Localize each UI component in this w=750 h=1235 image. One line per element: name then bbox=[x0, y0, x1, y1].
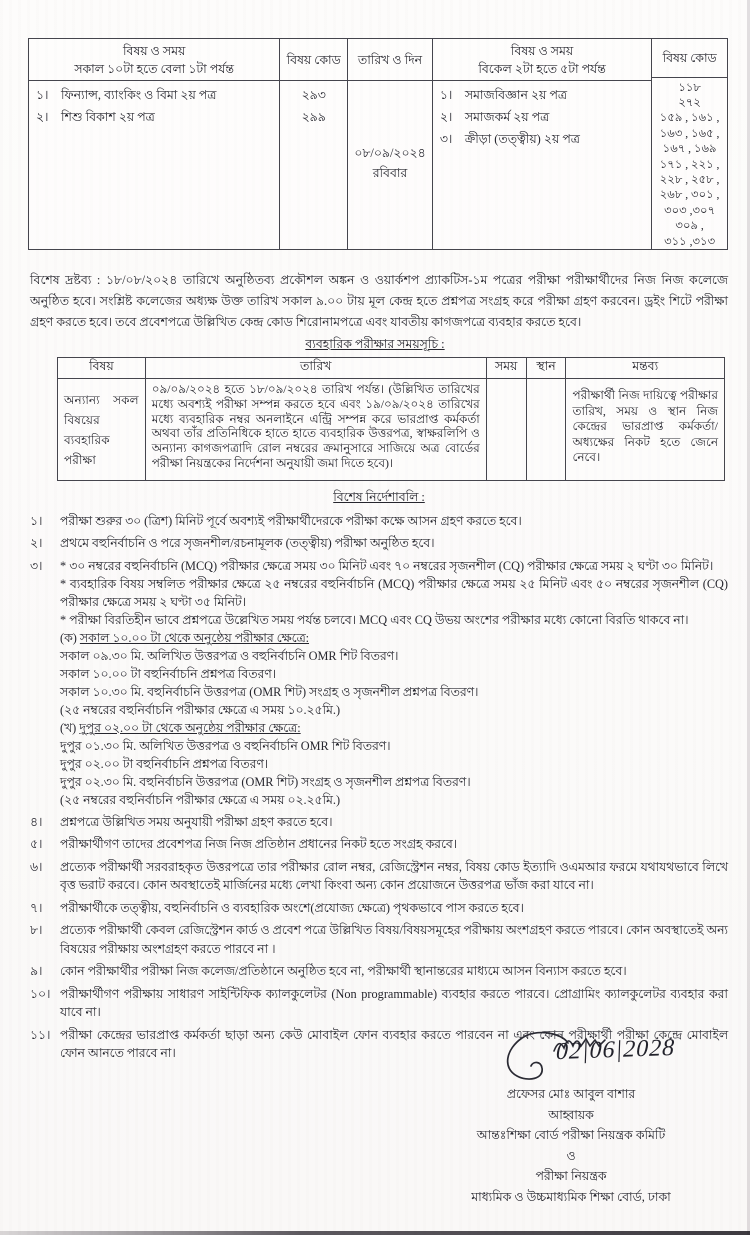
header-line: বিষয় কোড bbox=[662, 50, 717, 65]
morning-subject-rows bbox=[29, 81, 279, 249]
instruction-item bbox=[30, 512, 728, 531]
item-subline: দুপুর ০২.০০ টা বহুনির্বাচনি প্রশ্নপত্র বিতরণ। bbox=[60, 756, 269, 771]
practical-place-header: স্থান bbox=[527, 358, 566, 379]
subline-underlined: সকাল ১০.০০ টা থেকে অনুষ্ঠেয় পরীক্ষার ক্ষেত্রে: bbox=[79, 630, 310, 645]
practical-place-cell bbox=[527, 379, 566, 480]
row-serial: ১। bbox=[36, 88, 49, 102]
subline-prefix: (খ) bbox=[60, 720, 80, 735]
item-number: ১১। bbox=[30, 1027, 51, 1042]
table-row bbox=[433, 84, 651, 106]
morning-code-column bbox=[280, 39, 348, 249]
item-number: ২। bbox=[30, 536, 43, 550]
signatory-role-1: আহ্বায়ক bbox=[548, 1107, 594, 1122]
special-instructions-title bbox=[30, 488, 728, 507]
subject-code-header bbox=[280, 39, 347, 81]
table-row bbox=[29, 106, 279, 128]
morning-subject-header bbox=[29, 39, 279, 81]
instruction-item bbox=[30, 557, 728, 809]
item-text: প্রশ্নপত্রে উল্লিখিত সময় অনুযায়ী পরীক্ষা গ্রহণ করতে হবে। bbox=[60, 814, 333, 829]
table-row bbox=[433, 128, 651, 150]
item-text: কোন পরীক্ষার্থীর পরীক্ষা নিজ কলেজ/প্রতিষ্ঠানে অনুষ্ঠিত হবে না, পরীক্ষার্থী স্থানান্তরের মাধ্যমে আসন বিন্যাস করতে হবে। bbox=[60, 964, 627, 978]
item-subline: সকাল ১০.০০ টা বহুনির্বাচনি প্রশ্নপত্র বিতরণ। bbox=[60, 666, 277, 681]
row-serial: ১। bbox=[439, 88, 453, 102]
practical-date-cell-wrap bbox=[146, 379, 486, 480]
instruction-item bbox=[30, 858, 728, 895]
item-number: ৬। bbox=[30, 859, 43, 874]
subject-code: ৩০৩ ,৩০৭ bbox=[664, 203, 716, 217]
exam-date: ০৮/০৯/২০২৪ bbox=[354, 145, 426, 160]
subject-code: ২৯৩ bbox=[301, 88, 326, 102]
item-number: ১। bbox=[30, 513, 43, 528]
subject-name: সমাজবিজ্ঞান ২য় পত্র bbox=[464, 88, 567, 102]
signatory-role-2: পরীক্ষা নিয়ন্ত্রক bbox=[535, 1169, 607, 1183]
header-line: বিকেল ২টা হতে ৫টা পর্যন্ত bbox=[478, 61, 606, 76]
practical-subject-header: বিষয় bbox=[58, 358, 145, 379]
special-instructions-title-text: বিশেষ নির্দেশাবলি : bbox=[333, 490, 425, 504]
signature-area bbox=[410, 1030, 732, 1084]
subject-code: ১৬৭ , ১৬৯ bbox=[662, 142, 717, 156]
item-text: প্রথমে বহুনির্বাচনি ও পরে সৃজনশীল/রচনামূলক (তত্ত্বীয়) পরীক্ষা অনুষ্ঠিত হবে। bbox=[60, 536, 435, 550]
item-text: পরীক্ষার্থীগণ তাদের প্রবেশপত্র নিজ নিজ প্রতিষ্ঠান প্রধানের নিকট হতে সংগ্রহ করবে। bbox=[60, 837, 458, 851]
subject-code: ১১৮ bbox=[678, 80, 701, 94]
header-line: সকাল ১০টা হতে বেলা ১টা পর্যন্ত bbox=[74, 61, 234, 76]
practical-subject-cell-wrap bbox=[58, 379, 145, 480]
morning-code-cells bbox=[280, 81, 347, 249]
subject-code: ৩০৯ , bbox=[675, 219, 704, 233]
item-number: ৭। bbox=[30, 900, 43, 915]
item-text: পরীক্ষার্থীকে তত্ত্বীয়, বহুনির্বাচনি ও ব্যবহারিক অংশে(প্রযোজ্য ক্ষেত্রে) পৃথকভাবে পাস করতে হবে। bbox=[60, 900, 524, 915]
row-serial: ৩। bbox=[439, 132, 453, 146]
item-subline: (২৫ নম্বরের বহুনির্বাচনি পরীক্ষার ক্ষেত্রে এ সময় ০২.২৫মি.) bbox=[60, 792, 341, 807]
item-subline bbox=[60, 719, 728, 737]
subject-name: সমাজকর্ম ২য় পত্র bbox=[464, 110, 550, 124]
instruction-item bbox=[30, 899, 728, 918]
table-row bbox=[433, 106, 651, 128]
practical-schedule-title bbox=[0, 336, 750, 356]
subject-code-header bbox=[652, 39, 727, 78]
row-serial: ২। bbox=[439, 110, 453, 124]
practical-date-cell: ০৯/০৯/২০২৪ হতে ১৮/০৯/২০২৪ তারিখ পর্যন্ত। (উল্লিখিত তারিখের মধ্যে অবশ্যই পরীক্ষা সম্পন্ন করতে হবে এবং ১৯/০৯/২০২৪ তারিখের মধ্যে ব্যবহারিক নম্বর অনলাইনে এন্ট্রি সম্পন্ন করে ভারপ্রাপ্ত কর্মকর্তা অথবা তাঁর প্রতিনিধিকে হাতে হাতে ব্যবহারিক উত্তরপত্র, স্বাক্ষরলিপি ও অন্যান্য কাগজপত্রাদি রোল নম্বরের ক্রমানুসারে সাজিয়ে অত্র বোর্ডের পরীক্ষা নিয়ন্ত্রকের নির্দেশনা অনুযায়ী জমা দিতে হবে)। bbox=[151, 382, 480, 470]
signature-block bbox=[410, 1030, 732, 1207]
subject-name: শিশু বিকাশ ২য় পত্র bbox=[61, 110, 155, 124]
practical-date-header: তারিখ bbox=[146, 358, 486, 379]
exam-day: রবিবার bbox=[372, 165, 408, 180]
header-line: বিষয় ও সময় bbox=[123, 43, 186, 58]
subject-code: ৩১১ ,৩১৩ bbox=[664, 234, 716, 248]
signature-date-handwritten: 02|06|2028 bbox=[555, 1034, 676, 1066]
subject-code: ১৬৩ , ১৬৫ , bbox=[659, 126, 720, 140]
date-cell bbox=[348, 81, 432, 249]
subject-code: ২৬৮ , ৩০১ , bbox=[659, 188, 720, 202]
item-text: প্রত্যেক পরীক্ষার্থী কেবল রেজিস্ট্রেশন কার্ড ও প্রবেশ পত্রে উল্লিখিত বিষয়/বিষয়সমূহের পরীক্ষায় অংশগ্রহণ করতে পারবে। কোন অবস্থাতেই অন্য বিষয়ের পরীক্ষায় অংশগ্রহণ করতে পারবে না । bbox=[60, 923, 728, 956]
instruction-item bbox=[30, 813, 728, 832]
subline-underlined: দুপুর ০২.০০ টা থেকে অনুষ্ঠেয় পরীক্ষার ক্ষেত্রে: bbox=[79, 720, 301, 735]
subject-name: ক্রীড়া (তত্ত্বীয়) ২য় পত্র bbox=[464, 132, 580, 146]
header-line: বিষয় কোড bbox=[286, 52, 341, 67]
practical-schedule-title-text: ব্যবহারিক পরীক্ষার সময়সূচি : bbox=[305, 337, 445, 351]
signatory-name: প্রফেসর মোঃ আবুল বাশার bbox=[506, 1087, 636, 1101]
date-day-header bbox=[348, 39, 432, 81]
practical-date-column bbox=[146, 358, 487, 480]
date-column bbox=[348, 39, 433, 249]
subject-code: ১৭১ , ২২১ , bbox=[659, 157, 720, 171]
special-note-label: বিশেষ দ্রষ্টব্য : bbox=[30, 273, 101, 287]
special-note-text: ১৮/০৮/২০২৪ তারিখে অনুষ্ঠিতব্য প্রকৌশল অঙ্কন ও ওয়ার্কশপ প্র্যাকটিস-১ম পত্রের পরীক্ষা পরীক্ষার্থীদের নিজ নিজ কলেজে অনুষ্ঠিত হবে। সংশ্লিষ্ট কলেজের অধ্যক্ষ উক্ত তারিখ সকাল ৯.০০ টায় মূল কেন্দ্র হতে প্রশ্নপত্র সংগ্রহ করে পরীক্ষা গ্রহণ করবেন। ড্রইং শিটে পরীক্ষা গ্রহণ করতে হবে। তবে প্রবেশপত্রে উল্লিখিত কেন্দ্র কোড শিরোনামপত্রে এবং যাবতীয় কাগজপত্রে ব্যবহার করতে হবে। bbox=[30, 273, 728, 329]
item-text: পরীক্ষা শুরুর ৩০ (ত্রিশ) মিনিট পূর্বে অবশ্যই পরীক্ষার্থীদেরকে পরীক্ষা কক্ষে আসন গ্রহণ করতে হবে। bbox=[60, 513, 522, 528]
item-number: ৮। bbox=[30, 923, 43, 937]
item-text: পরীক্ষার্থীগণ পরীক্ষায় সাধারণ সাইন্টিফিক ক্যালকুলেটর (Non programmable) ব্যবহার করতে পারবে। প্রোগ্রামিং ক্যালকুলেটর ব্যবহার করা যাবে না। bbox=[60, 986, 728, 1019]
morning-afternoon-schedule-table bbox=[28, 38, 728, 250]
item-number: ৩। bbox=[30, 558, 43, 573]
special-note bbox=[30, 270, 728, 333]
signatory-org-2: মাধ্যমিক ও উচ্চমাধ্যমিক শিক্ষা বোর্ড, ঢাকা bbox=[471, 1189, 671, 1204]
instruction-item bbox=[30, 962, 728, 981]
afternoon-code-column bbox=[652, 39, 727, 249]
signatory-conjunction: ও bbox=[566, 1148, 576, 1163]
item-text: প্রত্যেক পরীক্ষার্থী সরবরাহকৃত উত্তরপত্রে তার পরীক্ষার রোল নম্বর, রেজিস্ট্রেশন নম্বর, বিষয় কোড ইত্যাদি ওএমআর ফরমে যথাযথভাবে লিখে বৃত্ত ভরাট করবে। কোন অবস্থাতেই মার্জিনের মধ্যে লেখা কিংবা অন্য কোন প্রয়োজনে উত্তরপত্র ভাঁজ করা যাবে না। bbox=[60, 859, 728, 892]
item-text: পরীক্ষা কেন্দ্রের ভারপ্রাপ্ত কর্মকর্তা ছাড়া অন্য কেউ মোবাইল ফোন ব্যবহার করতে পারবেন না এবং কোন পরীক্ষার্থী পরীক্ষা কেন্দ্রে মোবাইল ফোন আনতে পারবে না। bbox=[60, 1027, 728, 1060]
practical-schedule-table bbox=[57, 357, 725, 481]
subject-code: ২৭২ bbox=[678, 95, 701, 109]
item-subline bbox=[60, 629, 728, 647]
header-line: বিষয় ও সময় bbox=[510, 43, 574, 58]
item-subline: সকাল ০৯.৩০ মি. অলিখিত উত্তরপত্র ও বহুনির্বাচনি OMR শিট বিতরণ। bbox=[60, 648, 399, 663]
afternoon-subject-header bbox=[433, 39, 651, 81]
practical-place-column bbox=[527, 358, 567, 480]
header-line: তারিখ ও দিন bbox=[357, 52, 423, 67]
item-subline: (২৫ নম্বরের বহুনির্বাচনি পরীক্ষার ক্ষেত্রে এ সময় ১০.২৫মি.) bbox=[60, 702, 341, 717]
morning-subject-column bbox=[29, 39, 280, 249]
item-number: ৫। bbox=[30, 837, 43, 851]
afternoon-subject-rows bbox=[433, 81, 651, 249]
table-row bbox=[29, 84, 279, 106]
instruction-item bbox=[30, 921, 728, 958]
item-subline: * ৩০ নম্বরের বহুনির্বাচনি (MCQ) পরীক্ষার ক্ষেত্রে সময় ৩০ মিনিট এবং ৭০ নম্বরের সৃজনশীল (CQ) পরীক্ষার ক্ষেত্রে সময় ২ ঘণ্টা ৩০ মিনিট। bbox=[60, 558, 714, 573]
subline-prefix: (ক) bbox=[60, 630, 80, 645]
item-subline: * পরীক্ষা বিরতিহীন ভাবে প্রশ্নপত্রে উল্লেখিত সময় পর্যন্ত চলবে। MCQ এবং CQ উভয় অংশের পরীক্ষার মধ্যে কোনো বিরতি থাকবে না। bbox=[60, 612, 689, 627]
practical-time-cell bbox=[487, 379, 526, 480]
practical-remarks-cell: পরীক্ষার্থী নিজ দায়িত্বে পরীক্ষার তারিখ, সময় ও স্থান নিজ কেন্দ্রের ভারপ্রাপ্ত কর্মকর্তা/অধ্যক্ষের নিকট হতে জেনে নেবে। bbox=[572, 388, 718, 465]
practical-remarks-header: মন্তব্য bbox=[566, 358, 724, 379]
subject-name: ফিন্যান্স, ব্যাংকিং ও বিমা ২য় পত্র bbox=[61, 88, 217, 102]
item-number: ১০। bbox=[30, 986, 51, 1001]
scan-edge-bottom bbox=[0, 1231, 750, 1235]
subject-code: ১৫৯ , ১৬১ , bbox=[659, 111, 720, 125]
practical-remarks-column bbox=[566, 358, 724, 480]
subject-code: ২৯৯ bbox=[301, 110, 326, 124]
practical-remarks-cell-wrap bbox=[566, 379, 724, 480]
afternoon-code-cells bbox=[652, 78, 727, 249]
practical-time-column bbox=[487, 358, 527, 480]
instruction-item bbox=[30, 835, 728, 854]
item-subline: দুপুর ০২.৩০ মি. বহুনির্বাচনি উত্তরপত্র (OMR শিট) সংগ্রহ ও সৃজনশীল প্রশ্নপত্র বিতরণ। bbox=[60, 774, 471, 789]
subject-code: ২২৮ , ২৫৮ , bbox=[659, 172, 720, 186]
signatory-org-1: আন্তঃশিক্ষা বোর্ড পরীক্ষা নিয়ন্ত্রক কমিটি bbox=[476, 1128, 666, 1142]
afternoon-subject-column bbox=[433, 39, 652, 249]
item-subline: দুপুর ০১.৩০ মি. অলিখিত উত্তরপত্র ও বহুনির্বাচনি OMR শিট বিতরণ। bbox=[60, 738, 391, 753]
item-text bbox=[60, 557, 728, 809]
instruction-item bbox=[30, 534, 728, 553]
row-serial: ২। bbox=[36, 110, 49, 124]
item-subline: * ব্যবহারিক বিষয় সম্বলিত পরীক্ষার ক্ষেত্রে ২৫ নম্বরের বহুনির্বাচনি (MCQ) পরীক্ষার ক্ষেত্রে সময় ২৫ মিনিট এবং ৫০ নম্বরের সৃজনশীল (CQ) পরীক্ষার ক্ষেত্রে সময় ২ ঘণ্টা ৩৫ মিনিট। bbox=[60, 576, 728, 609]
item-subline: সকাল ১০.৩০ মি. বহুনির্বাচনি উত্তরপত্র (OMR শিট) সংগ্রহ ও সৃজনশীল প্রশ্নপত্র বিতরণ। bbox=[60, 684, 479, 699]
practical-subject-column bbox=[58, 358, 146, 480]
item-number: ৪। bbox=[30, 814, 43, 829]
special-instructions bbox=[30, 488, 728, 1066]
item-number: ৯। bbox=[30, 964, 43, 978]
practical-time-header: সময় bbox=[487, 358, 526, 379]
practical-subject-cell: অন্যান্য সকল বিষয়ের ব্যবহারিক পরীক্ষা bbox=[64, 392, 139, 467]
instruction-item bbox=[30, 985, 728, 1022]
